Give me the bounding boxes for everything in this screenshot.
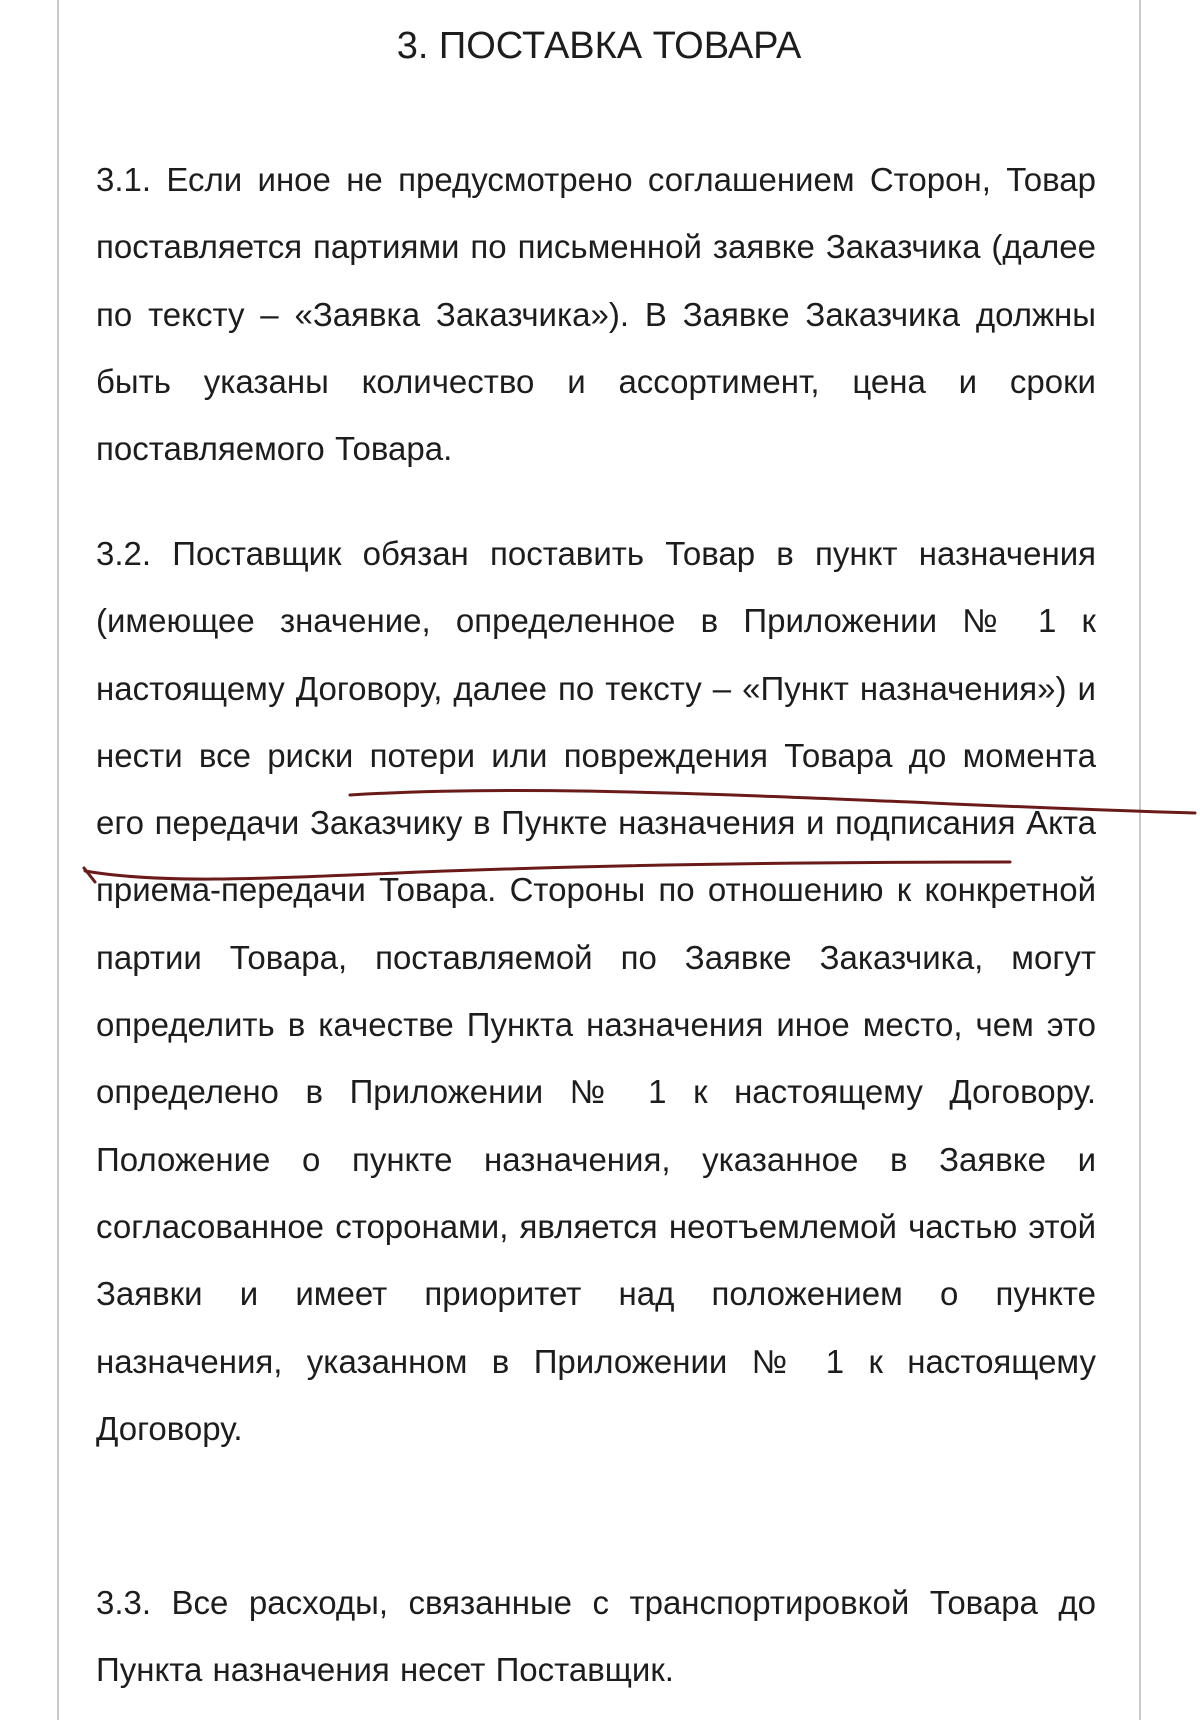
paragraph-3-2: 3.2. Поставщик обязан поставить Товар в пункт назначения (имеющее значение, определенное в Приложении № 1 к настоящему Договору, далее по тексту – «Пункт назначения») и нести все риски потери или повреждения Товара до момента его передачи Заказчику в Пункте назначения и подписания Акта приема-передачи Товара. Стороны по отношению к конкретной партии Товара, поставляемой по Заявке Заказчика, могут определить в качестве Пункта назначения иное место, чем это определено в Приложении № 1 к настоящему Договору. Положение о пункте назначения, указанное в Заявке и согласованное сторонами, является неотъемлемой частью этой Заявки и имеет приоритет над положением о пункте назначения, указанном в Приложении № 1 к настоящему Договору. — [96, 535, 1096, 1447]
paragraph-3-3: 3.3. Все расходы, связанные с транспортировкой Товара до Пункта назначения несет Поставщик. — [96, 1584, 1096, 1689]
paragraph-3-1: 3.1. Если иное не предусмотрено соглашением Сторон, Товар поставляется партиями по письменной заявке Заказчика (далее по тексту – «Заявка Заказчика»). В Заявке Заказчика должны быть указаны количество и ассортимент, цена и сроки поставляемого Товара. — [96, 161, 1096, 468]
section-heading: 3. ПОСТАВКА ТОВАРА — [396, 25, 802, 67]
document-page — [57, 0, 1141, 1720]
